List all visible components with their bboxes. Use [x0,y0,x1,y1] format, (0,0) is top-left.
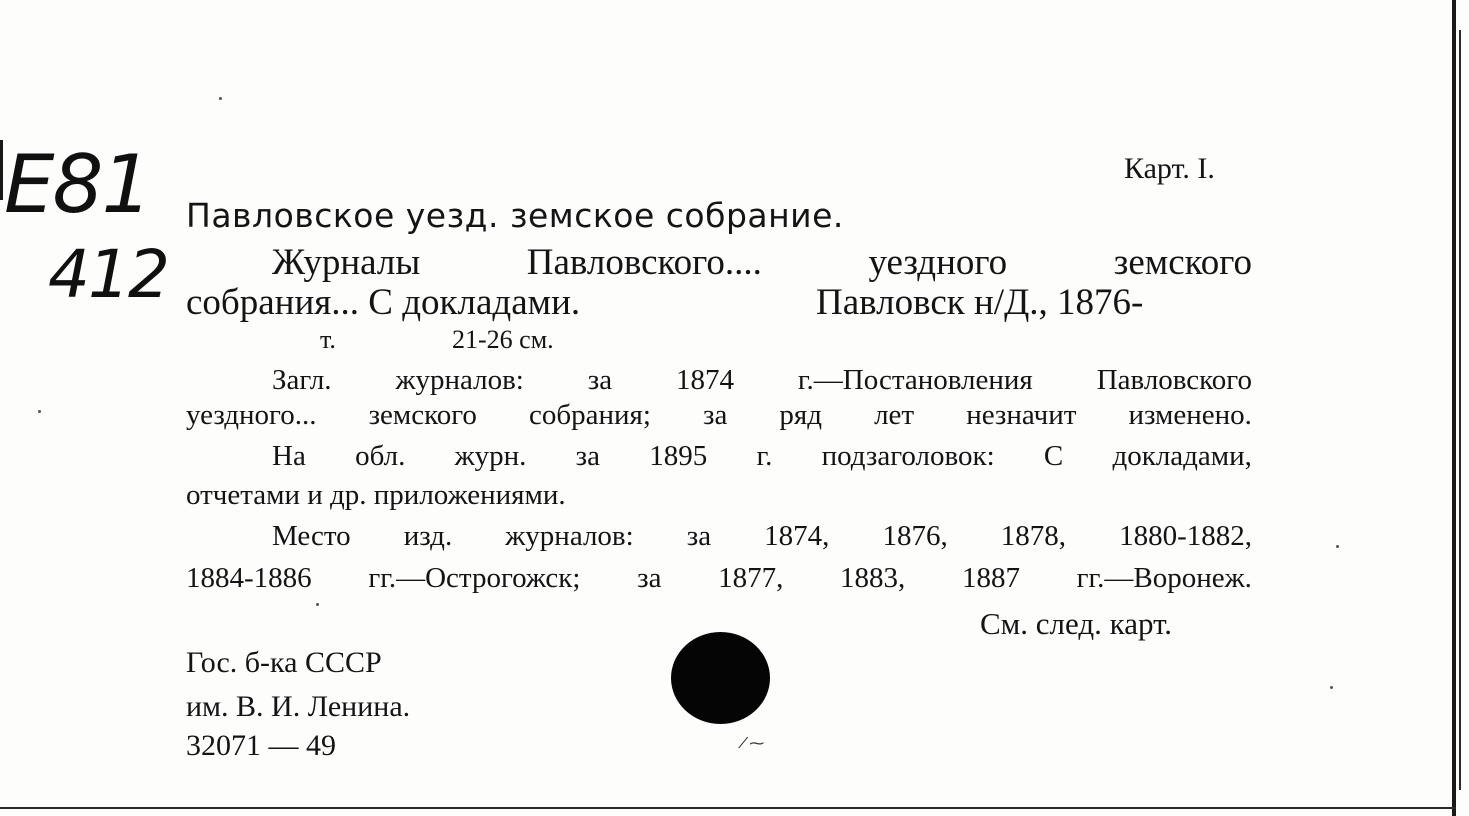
note-word: 1876, [882,520,948,552]
note-word: за [686,520,712,552]
note-word: обл. [355,440,406,472]
imprint-line-1: Гос. б-ка СССР [186,646,382,679]
note-word: 1874 [676,364,734,396]
punch-hole [671,632,770,724]
note-line-5 [272,520,1252,553]
paper-speck [38,410,41,413]
note-word: земского [368,399,477,431]
note-word: изд. [403,520,453,552]
paper-speck [1336,545,1339,548]
note-word: г.—Постановления [797,364,1033,396]
note-word: 1878, [1000,520,1066,552]
note-word: 1880-1882, [1119,520,1252,552]
note-word: собрания; [528,399,651,431]
size-label: 21-26 см. [452,325,554,354]
note-word: незначит [966,399,1077,431]
shelf-mark-line2: 412 [48,236,168,313]
imprint-line-2: им. В. И. Ленина. [186,690,411,723]
paper-speck [316,603,319,606]
paper-speck [219,97,222,100]
note-word: за [637,562,662,594]
note-word: за [575,440,600,472]
note-word: журналов: [505,520,634,552]
note-word: журналов: [395,364,524,396]
note-line-2 [186,399,1252,432]
note-word: уездного... [186,399,317,431]
note-word: Место [272,520,351,552]
card-edge-right [1452,0,1456,816]
note-word: за [587,364,613,396]
note-word: журн. [454,440,527,472]
note-word: изменено. [1128,399,1252,431]
note-word: гг.—Воронеж. [1076,562,1252,594]
card-edge-left [0,140,3,200]
note-word: 1895 [649,440,708,472]
title-word: Павловского.... [526,242,762,283]
note-word: докладами, [1112,440,1252,472]
shelf-mark-line1: E81 [4,138,151,231]
card-edge-shadow [1459,30,1461,790]
note-line-1 [272,364,1252,397]
title-word: уездного [868,242,1008,283]
note-word: за [703,399,728,431]
note-word: ряд [779,399,822,431]
title-word: Журналы [272,242,421,283]
small-ink-mark: ⁄ ⁓ [742,734,765,752]
title-line-2: собрания... С докладами. [186,282,581,323]
note-word: подзаголовок: [821,440,995,472]
note-line-3 [272,440,1252,473]
note-word: 1874, [764,520,830,552]
card-edge-bottom [0,807,1456,809]
note-line-4: отчетами и др. приложениями. [186,479,566,511]
paper-speck [1330,686,1333,689]
publication-place: Павловск н/Д., 1876- [816,282,1144,323]
note-word: На [272,440,306,472]
note-word: Загл. [272,364,332,396]
volume-label: т. [320,325,336,354]
title-line-1 [272,241,1252,284]
card-number: Карт. I. [1124,152,1215,185]
note-word: 1877, [718,562,784,594]
note-word: 1884-1886 [186,562,312,594]
note-word: гг.—Острогожск; [368,562,581,594]
corporate-heading: Павловское уезд. земское собрание. [186,196,844,235]
note-word: С [1043,440,1064,472]
note-line-6 [186,562,1252,595]
note-word: 1887 [961,562,1020,594]
note-word: лет [874,399,915,431]
title-word: земского [1113,242,1252,283]
see-next-card: См. след. карт. [980,606,1173,641]
imprint-line-3: 32071 — 49 [186,729,336,762]
note-word: 1883, [840,562,906,594]
note-word: Павловского [1096,364,1252,396]
note-word: г. [756,440,773,472]
